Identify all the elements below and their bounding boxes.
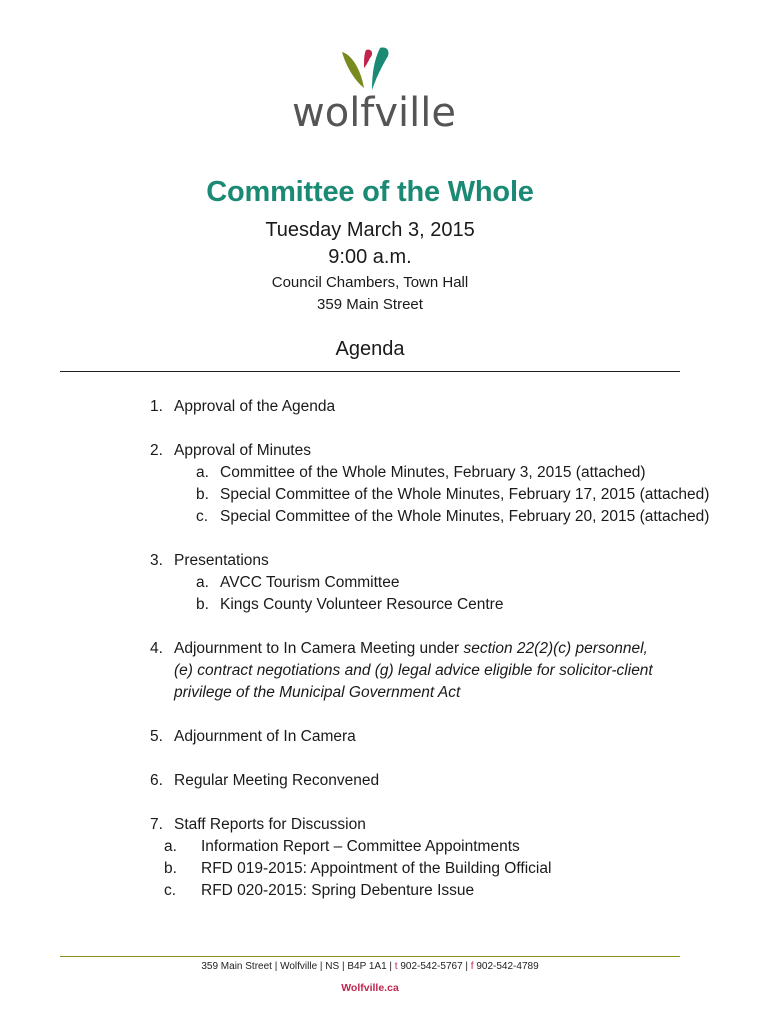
agenda-item-3	[150, 550, 750, 616]
sub-text: Special Committee of the Whole Minutes, February 20, 2015 (attached)	[220, 508, 710, 525]
footer-address: 359 Main Street | Wolfville | NS | B4P 1A1 |	[201, 961, 395, 972]
sub-list	[174, 462, 750, 528]
footer-divider	[60, 956, 680, 957]
item-text: Regular Meeting Reconvened	[174, 772, 380, 789]
agenda-list	[150, 396, 750, 924]
header-divider	[60, 371, 680, 372]
agenda-heading: Agenda	[335, 338, 405, 360]
item-text: Approval of Minutes	[174, 442, 311, 459]
meeting-location: Council Chambers, Town Hall	[271, 274, 469, 291]
meeting-date: Tuesday March 3, 2015	[265, 219, 475, 241]
phone-label: t	[394, 961, 398, 972]
sub-letter: b.	[164, 860, 177, 877]
meeting-address: 359 Main Street	[317, 296, 423, 313]
item-number: 6.	[150, 772, 163, 789]
sub-item	[164, 858, 750, 880]
sub-letter: b.	[196, 596, 209, 613]
sub-text: Kings County Volunteer Resource Centre	[220, 596, 504, 613]
item-text-italic: privilege of the Municipal Government Act	[174, 684, 461, 701]
sub-item	[174, 506, 750, 528]
sub-text: AVCC Tourism Committee	[220, 574, 400, 591]
sub-letter: c.	[196, 508, 209, 525]
footer-website[interactable]: Wolfville.ca	[341, 982, 399, 994]
sub-item	[164, 836, 750, 858]
agenda-item-4	[150, 638, 750, 704]
agenda-item-2	[150, 440, 750, 528]
sub-text: RFD 019-2015: Appointment of the Building Official	[201, 860, 552, 877]
item-number: 7.	[150, 816, 163, 833]
item-text: Presentations	[174, 552, 269, 569]
sub-letter: b.	[196, 486, 209, 503]
sub-item	[174, 572, 750, 594]
sub-text: Committee of the Whole Minutes, February 3, 2015 (attached)	[220, 464, 646, 481]
item-text: Approval of the Agenda	[174, 398, 336, 415]
sub-list	[164, 836, 750, 902]
sub-letter: a.	[196, 464, 209, 481]
sub-item	[164, 880, 750, 902]
meeting-time: 9:00 a.m.	[328, 246, 412, 268]
sub-text: RFD 020-2015: Spring Debenture Issue	[201, 882, 475, 899]
sub-item	[174, 594, 750, 616]
sub-letter: c.	[164, 882, 177, 899]
agenda-item-7	[150, 814, 750, 902]
item-number: 5.	[150, 728, 163, 745]
page-title: Committee of the Whole	[206, 176, 534, 208]
logo-wordmark: wolfville	[292, 90, 457, 136]
item-number: 4.	[150, 640, 163, 657]
footer-phone: 902-542-5767 |	[397, 961, 471, 972]
item-text: Adjournment to In Camera Meeting under	[174, 640, 464, 657]
agenda-item-1	[150, 396, 750, 418]
item-number: 2.	[150, 442, 163, 459]
sub-text: Information Report – Committee Appointments	[201, 838, 520, 855]
sub-list	[174, 572, 750, 616]
footer-contact	[0, 961, 740, 972]
agenda-item-5	[150, 726, 750, 748]
wolfville-logo	[290, 44, 480, 144]
fax-label: f	[470, 961, 474, 972]
item-number: 1.	[150, 398, 163, 415]
item-text-italic: (e) contract negotiations and (g) legal advice eligible for solicitor-client	[174, 662, 653, 679]
footer-fax: 902-542-4789	[473, 961, 539, 972]
sub-item	[174, 484, 750, 506]
wolfville-logo-mark	[290, 44, 480, 144]
agenda-item-6	[150, 770, 750, 792]
sub-item	[174, 462, 750, 484]
sub-text: Special Committee of the Whole Minutes, February 17, 2015 (attached)	[220, 486, 710, 503]
item-number: 3.	[150, 552, 163, 569]
sub-letter: a.	[196, 574, 209, 591]
sub-letter: a.	[164, 838, 177, 855]
item-text: Staff Reports for Discussion	[174, 816, 366, 833]
item-text-italic: section 22(2)(c) personnel,	[463, 640, 648, 657]
item-text: Adjournment of In Camera	[174, 728, 356, 745]
